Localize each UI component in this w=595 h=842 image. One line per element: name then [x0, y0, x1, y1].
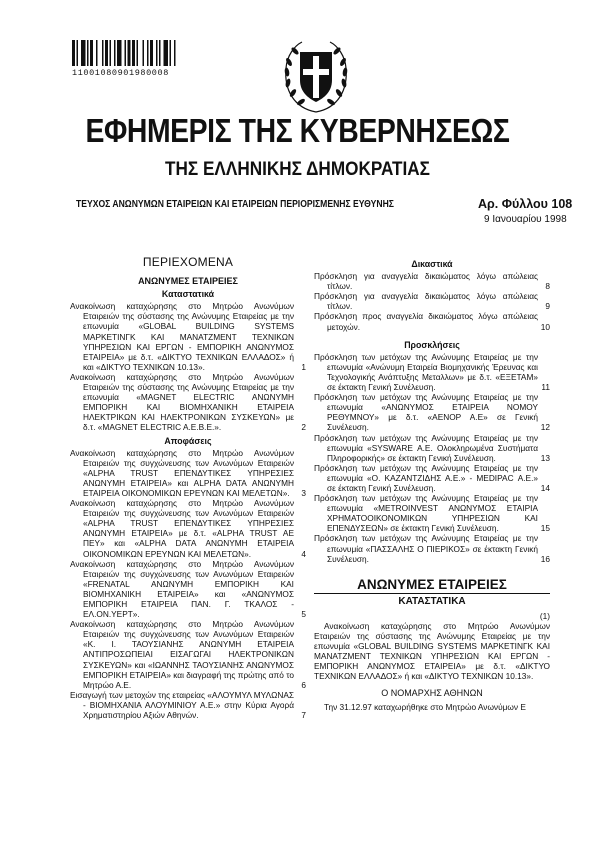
- toc-entry-page: 15: [540, 523, 550, 534]
- toc-entry-page: 1: [301, 361, 306, 372]
- toc-entry: [314, 392, 550, 432]
- gazette-subtitle: ΤΗΣ ΕΛΛΗΝΙΚΗΣ ΔΗΜΟΚΡΑΤΙΑΣ: [165, 158, 430, 180]
- toc-entry: [314, 463, 550, 493]
- toc-entry-text: Πρόσκληση για αναγγελία δικαιώματος λόγω απώλειας τίτλων.: [314, 291, 538, 312]
- barcode-number: 11001080901980008: [72, 68, 169, 78]
- statutes-title: Καταστατικά: [161, 289, 215, 300]
- toc-entry: [70, 559, 306, 620]
- toc-entry-text: Πρόσκληση των μετόχων της Ανώνυμης Εταιρείας με την επωνυμία «ΠΑΣΣΑΛΗΣ Ο ΠΙΕΡΙΚΟΣ» σε έκτακτη Γενική Συνέλευση.: [314, 533, 538, 564]
- section-divider: [314, 593, 550, 594]
- toc-entry-text: Εισαγωγή των μετοχών της εταιρείας «ΑΛΟΥΜΥΛ ΜΥΛΩΝΑΣ - ΒΙΟΜΗΧΑΝΙΑ ΑΛΟΥΜΙΝΙΟΥ Α.Ε.» στην Κύρια Αγορά Χρηματιστηρίου Αξιών Αθηνών.: [70, 689, 294, 721]
- invitations-list: [314, 352, 550, 564]
- statutes-list: [70, 301, 306, 432]
- toc-entry-page: 13: [540, 452, 550, 463]
- toc-entry-page: 14: [540, 482, 550, 493]
- body-statutes-title: ΚΑΤΑΣΤΑΤΙΚΑ: [398, 595, 466, 607]
- toc-entry-text: Ανακοίνωση καταχώρησης στο Μητρώο Ανωνύμων Εταιρειών της συγχώνευσης των Ανωνύμων Εταιρειών «ALPHA TRUST ΕΠΕΝΔΥΤΙΚΕΣ ΥΠΗΡΕΣΙΕΣ ΑΝΩΝΥΜΗ ΕΤΑΙΡΕΙΑ» και ALPHA DATA ΑΝΩΝΥΜΗ ΕΤΑΙΡΕΙΑ ΟΙΚΟΝΟΜΙΚΩΝ ΕΡΕΥΝΩΝ ΚΑΙ ΜΕΛΕΤΩΝ».: [70, 447, 294, 498]
- toc-entry-text: Ανακοίνωση καταχώρησης στο Μητρώο Ανωνύμων Εταιρειών της συγχώνευσης των Ανωνύμων Εταιρειών «ALPHA TRUST ΕΠΕΝΔΥΤΙΚΕΣ ΥΠΗΡΕΣΙΕΣ ΑΝΩΝΥΜΗ ΕΤΑΙΡΕΙΑ» με δ.τ. «ALPHA TRUST AE ΠΕΥ» και «ALPHA DATA ΑΝΩΝΥΜΗ ΕΤΑΙΡΕΙΑ ΟΙΚΟΝΟΜΙΚΩΝ ΕΡΕΥΝΩΝ ΚΑΙ ΜΕΛΕΤΩΝ».: [70, 498, 294, 559]
- toc-entry-text: Πρόσκληση προς αναγγελία δικαιώματος λόγω απώλειας μετοχών.: [314, 311, 538, 332]
- toc-entry: [314, 533, 550, 563]
- toc-entry-page: 5: [301, 609, 306, 620]
- toc-entry: [70, 301, 306, 372]
- toc-entry-page: 11: [541, 382, 550, 393]
- toc-entry-page: 4: [301, 548, 306, 559]
- body-paragraph: Ανακοίνωση καταχώρησης στο Μητρώο Ανωνύμων Εταιρειών της σύστασης της Ανώνυμης Εταιρείας με την επωνυμία «GLOBAL BUILDING SYSTEMS ΜΑΡΚΕΤΙΝΓΚ ΚΑΙ ΜΑΝΑΤΖΜΕΝΤ ΤΕΧΝΙΚΩΝ ΥΠΗΡΕΣΙΩΝ ΚΑΙ ΕΡΓΩΝ - ΕΜΠΟΡΙΚΗ ΑΝΩΝΥΜΟΣ ΕΤΑΙΡΕΙΑ» με δ.τ. «ΔΙΚΤΥΟ ΤΕΧΝΙΚΩΝ ΕΛΛΑΔΟΣ» ή και «ΔΙΚΤΥΟ ΤΕΧΝΙΚΩΝ 10.13».: [314, 621, 550, 682]
- toc-entry-text: Ανακοίνωση καταχώρησης στο Μητρώο Ανωνύμων Εταιρειών της συγχώνευσης των Ανωνύμων Εταιρειών «FRENATAL ΑΝΩΝΥΜΗ ΕΜΠΟΡΙΚΗ ΚΑΙ ΒΙΟΜΗΧΑΝΙΚΗ ΕΤΑΙΡΕΙΑ» και «ΑΝΩΝΥΜΟΣ ΕΜΠΟΡΙΚΗ ΕΤΑΙΡΕΙΑ ΠΑΝ. Γ. ΤΚΑΛΟΣ - ΕΛ.ΟΝ.ΥΕΡΤ».: [70, 558, 294, 620]
- toc-entry-text: Πρόσκληση των μετόχων της Ανώνυμης Εταιρείας με την επωνυμία «Ανώνυμη Εταιρεία Βιομηχανικής Έρευνας και Τεχνολογικής Ανάπτυξης Μεταλλων» με δ.τ. «ΕΞΕΤΑΜ» σε έκτακτη Γενική Συνέλευση.: [314, 351, 538, 393]
- toc-entry: [70, 498, 306, 559]
- toc-entry-page: 8: [545, 281, 550, 292]
- toc-entry: [314, 493, 550, 533]
- toc-entry: [70, 372, 306, 433]
- toc-entry-text: Πρόσκληση των μετόχων της Ανώνυμης Εταιρείας με την επωνυμία «SYSWARE Α.Ε. Ολοκληρωμένα Συστήματα Πληροφορικής» σε έκτακτη Γενική Συνέλευση.: [314, 432, 538, 463]
- toc-entry-page: 3: [301, 487, 306, 498]
- right-column: [314, 256, 550, 712]
- toc-entry: [314, 311, 550, 331]
- toc-entry-text: Ανακοίνωση καταχώρησης στο Μητρώο Ανωνύμων Εταιρειών της σύστασης της Ανώνυμης Εταιρείας με την επωνυμία «MAGNET ELECTRIC ΑΝΩΝΥΜΗ ΕΜΠΟΡΙΚΗ ΚΑΙ ΒΙΟΜΗΧΑΝΙΚΗ ΕΤΑΙΡΕΙΑ ΗΛΕΚΤΡΙΚΩΝ ΚΑΙ ΗΛΕΚΤΡΟΝΙΚΩΝ ΣΥΣΚΕΥΩΝ» με δ.τ. «MAGNET ELECTRIC A.E.B.E.».: [70, 371, 294, 433]
- toc-entry-text: Ανακοίνωση καταχώρησης στο Μητρώο Ανωνύμων Εταιρειών της σύστασης της Ανώνυμης Εταιρείας με την επωνυμία «GLOBAL BUILDING SYSTEMS ΜΑΡΚΕΤΙΝΓΚ ΚΑΙ ΜΑΝΑΤΖΜΕΝΤ ΤΕΧΝΙΚΩΝ ΥΠΗΡΕΣΙΩΝ ΚΑΙ ΕΡΓΩΝ - ΕΜΠΟΡΙΚΗ ΑΝΩΝΥΜΟΣ ΕΤΑΙΡΕΙΑ» με δ.τ. «ΔΙΚΤΥΟ ΤΕΧΝΙΚΩΝ ΕΛΛΑΔΟΣ» ή και «ΔΙΚΤΥΟ ΤΕΧΝΙΚΩΝ 10.13».: [70, 301, 294, 372]
- toc-entry-text: Ανακοίνωση καταχώρησης στο Μητρώο Ανωνύμων Εταιρειών της συγχώνευσης των Ανωνύμων Εταιρειών «Κ. Ι. ΤΑΟΥΣΙΑΝΗΣ ΑΝΩΝΥΜΗ ΕΤΑΙΡΕΙΑ ΑΝΤΙΠΡΟΣΩΠΕΙΑΙ ΕΙΣΑΓΩΓΑΙ ΗΛΕΚΤΡΟΝΙΚΩΝ ΣΥΣΚΕΥΩΝ» και «ΙΩΑΝΝΗΣ ΤΑΟΥΣΙΑΝΗΣ ΑΝΩΝΥΜΟΣ ΕΜΠΟΡΙΚΗ ΕΤΑΙΡΕΙΑ» και διαγραφή της πρώτης από το Μητρώο Α.Ε.: [70, 619, 294, 690]
- toc-entry: [314, 433, 550, 463]
- invitations-title: Προσκλήσεις: [404, 339, 460, 350]
- section-title: ΑΝΩΝΥΜΕΣ ΕΤΑΙΡΕΙΕΣ: [138, 276, 238, 287]
- prefect-title: Ο ΝΟΜΑΡΧΗΣ ΑΘΗΝΩΝ: [381, 687, 483, 698]
- body-item-number: (1): [539, 610, 550, 621]
- issue-type: ΤΕΥΧΟΣ ΑΝΩΝΥΜΩΝ ΕΤΑΙΡΕΙΩΝ ΚΑΙ ΕΤΑΙΡΕΙΩΝ ΠΕΡΙΟΡΙΣΜΕΝΗΣ ΕΥΘΥΝΗΣ: [76, 199, 394, 210]
- toc-entry: [314, 291, 550, 311]
- decisions-title: Αποφάσεις: [164, 435, 212, 446]
- legal-list: [314, 271, 550, 332]
- contents-column: [70, 257, 306, 720]
- toc-entry: [70, 619, 306, 690]
- issue-date: 9 Ιανουαρίου 1998: [484, 214, 567, 225]
- toc-entry: [314, 271, 550, 291]
- legal-title: Δικαστικά: [411, 259, 453, 269]
- greek-coat-of-arms-emblem: [280, 38, 352, 116]
- body-paragraph-2: Την 31.12.97 καταχωρήθηκε στο Μητρώο Ανωνύμων Ε: [324, 701, 526, 712]
- toc-entry-page: 10: [540, 321, 550, 332]
- toc-entry: [70, 690, 306, 720]
- toc-entry-page: 9: [545, 301, 550, 312]
- toc-entry: [314, 352, 550, 392]
- toc-entry-page: 16: [540, 553, 550, 564]
- toc-entry: [70, 448, 306, 498]
- toc-entry-page: 2: [301, 422, 306, 433]
- toc-entry-page: 6: [301, 679, 306, 690]
- decisions-list: [70, 448, 306, 721]
- gazette-title: ΕΦΗΜΕΡΙΣ ΤΗΣ ΚΥΒΕΡΝΗΣΕΩΣ: [85, 112, 510, 149]
- barcode: [72, 40, 210, 66]
- toc-entry-page: 12: [540, 422, 550, 433]
- toc-entry-text: Πρόσκληση των μετόχων της Ανώνυμης Εταιρείας με την επωνυμία «METROINVEST ΑΝΩΝΥΜΟΣ ΕΤΑΙΡΙΑ ΧΡΗΜΑΤΟΟΙΚΟΝΟΜΙΚΩΝ ΥΠΗΡΕΣΙΩΝ ΚΑΙ ΕΠΕΝΔΥΣΕΩΝ» σε έκτακτη Γενική Συνέλευση.: [314, 493, 538, 534]
- body-section-title: ΑΝΩΝΥΜΕΣ ΕΤΑΙΡΕΙΕΣ: [357, 576, 507, 592]
- contents-title: ΠΕΡΙΕΧΟΜΕΝΑ: [142, 255, 234, 269]
- toc-entry-page: 7: [301, 710, 306, 721]
- toc-entry-text: Πρόσκληση για αναγγελία δικαιώματος λόγω απώλειας τίτλων.: [314, 271, 538, 292]
- sheet-number: Αρ. Φύλλου 108: [478, 197, 573, 211]
- toc-entry-text: Πρόσκληση των μετόχων της Ανώνυμης Εταιρείας με την επωνυμία «Ο. ΚΑΖΑΝΤΖΙΔΗΣ Α.Ε.» - MEDIPAC Α.Ε.» σε έκτακτη Γενική Συνέλευση.: [314, 462, 538, 493]
- toc-entry-text: Πρόσκληση των μετόχων της Ανώνυμης Εταιρείας με την επωνυμία «ΑΝΩΝΥΜΟΣ ΕΤΑΙΡΕΙΑ ΝΟΜΟΥ ΡΕΘΥΜΝΟΥ» με δ.τ. «ΑΕΝΟΡ Α.Ε» σε Γενική Συνέλευση.: [314, 392, 538, 433]
